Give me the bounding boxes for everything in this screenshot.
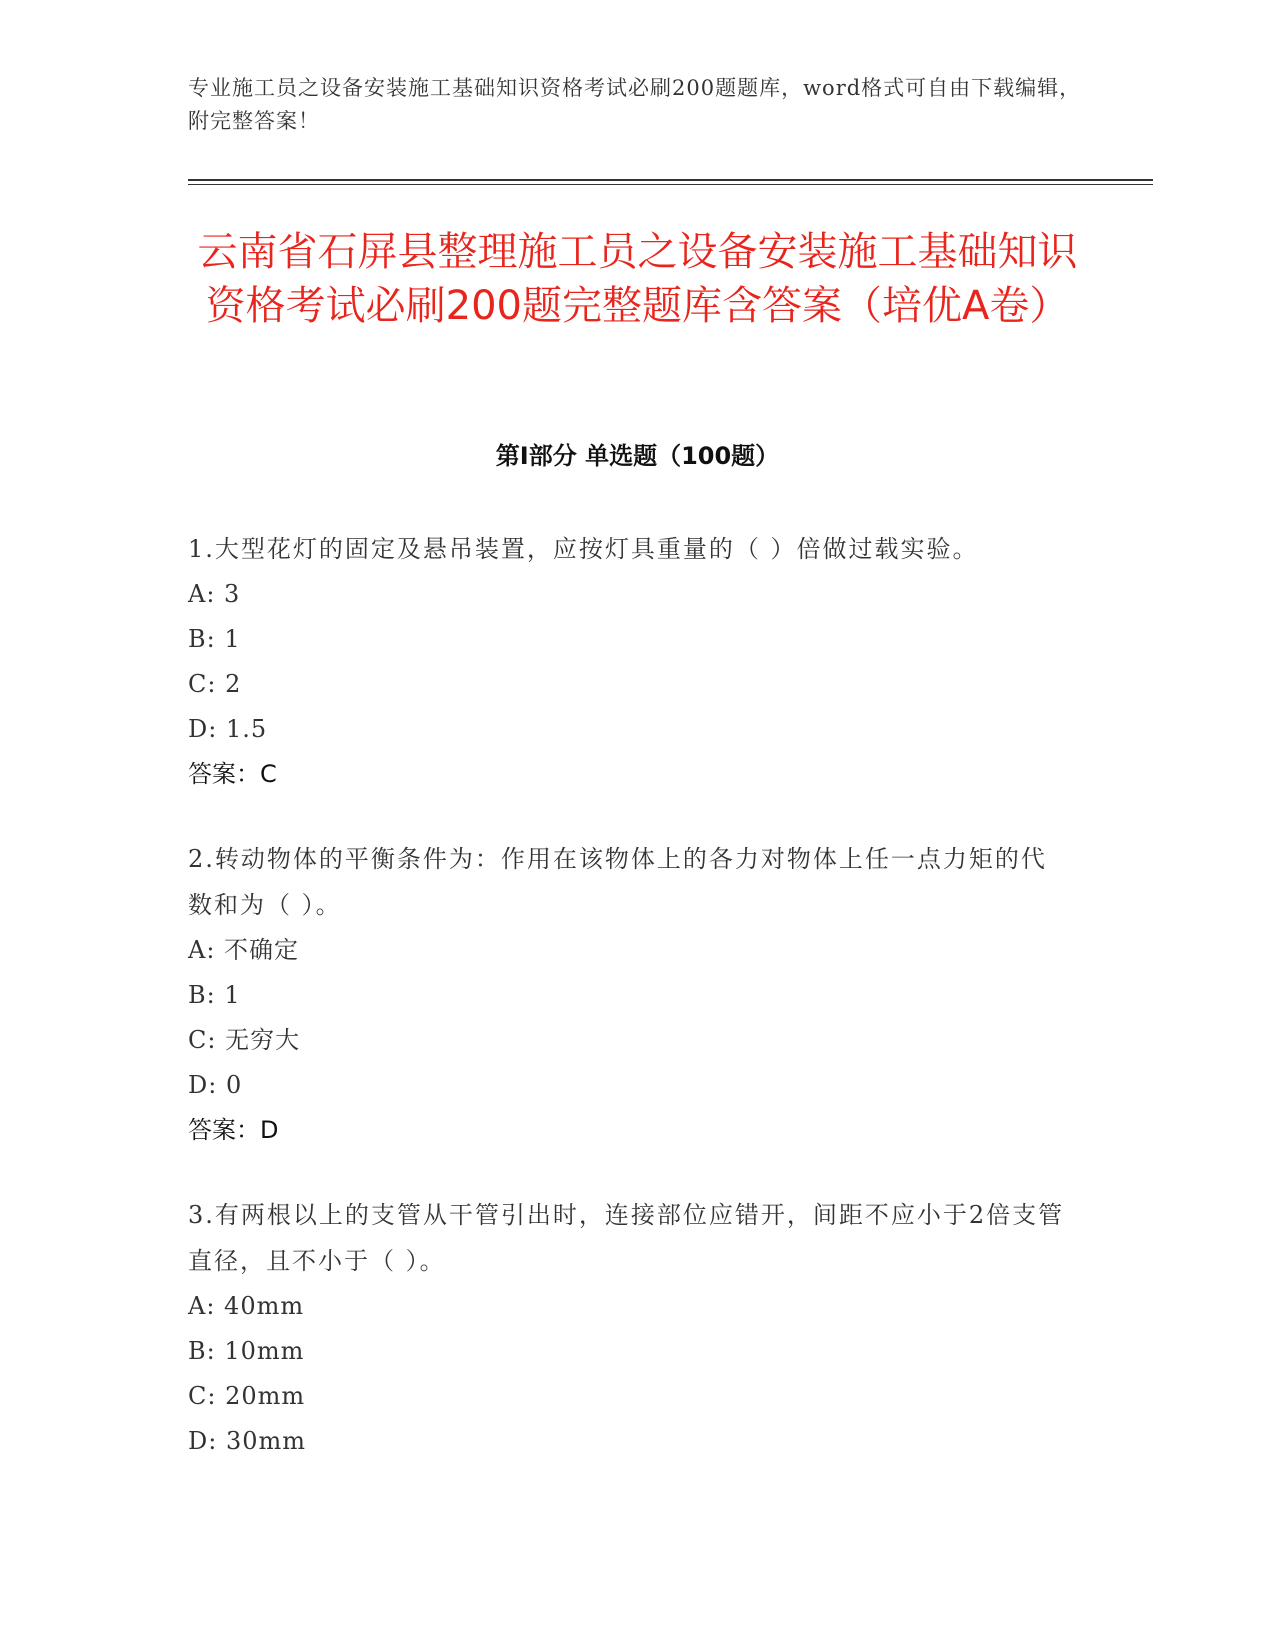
question-1	[188, 526, 1068, 797]
option-a: A: 40mm	[188, 1292, 305, 1320]
question-2	[188, 836, 1068, 1153]
section-title: 第I部分 单选题（100题）	[495, 442, 780, 470]
option-a: A: 不确定	[188, 936, 300, 964]
answer-line: 答案：C	[188, 760, 277, 788]
question-stem: 3.有两根以上的支管从干管引出时，连接部位应错开，间距不应小于2倍支管直径，且不小于（ ）。	[188, 1201, 1065, 1275]
answer-line: 答案：D	[188, 1116, 279, 1144]
option-d: D: 0	[188, 1071, 243, 1099]
question-stem: 2.转动物体的平衡条件为：作用在该物体上的各力对物体上任一点力矩的代数和为（ ）。	[188, 845, 1047, 919]
option-d: D: 30mm	[188, 1427, 307, 1455]
question-stem: 1.大型花灯的固定及悬吊装置，应按灯具重量的（ ）倍做过载实验。	[188, 535, 979, 563]
option-c: C: 无穷大	[188, 1026, 301, 1054]
question-list	[188, 526, 1068, 1503]
header-note: 专业施工员之设备安装施工基础知识资格考试必刷200题题库，word格式可自由下载编辑，附完整答案！	[188, 76, 1082, 133]
option-b: B: 10mm	[188, 1337, 305, 1365]
header-divider-thick	[188, 179, 1153, 181]
option-d: D: 1.5	[188, 715, 268, 743]
option-b: B: 1	[188, 625, 241, 653]
header-divider-thin	[188, 184, 1153, 185]
option-b: B: 1	[188, 981, 241, 1009]
option-c: C: 2	[188, 670, 242, 698]
document-title: 云南省石屏县整理施工员之设备安装施工基础知识资格考试必刷200题完整题库含答案（培优A卷）	[197, 229, 1078, 329]
option-c: C: 20mm	[188, 1382, 306, 1410]
question-3	[188, 1192, 1068, 1464]
option-a: A: 3	[188, 580, 241, 608]
